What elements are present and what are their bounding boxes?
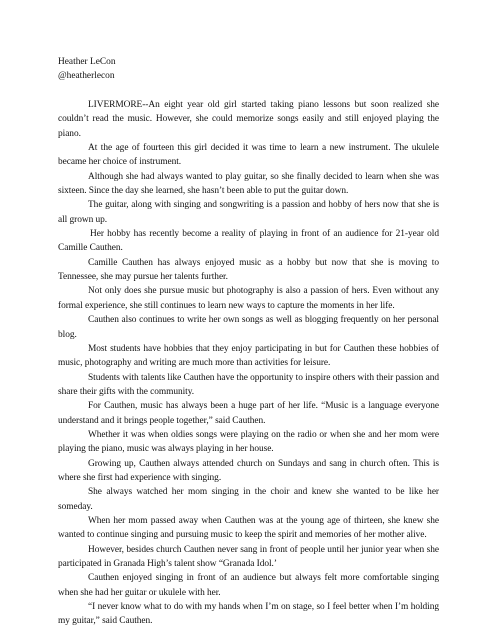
article-body (58, 98, 439, 629)
paragraph: However, besides church Cauthen never sang in front of people until her junior year when she participated in Granada High’s talent show “Granada Idol.’ (58, 544, 439, 569)
paragraph: Growing up, Cauthen always attended church on Sundays and sang in church often. This is where she first had experience with singing. (58, 458, 439, 483)
paragraph: When her mom passed away when Cauthen was at the young age of thirteen, she knew she wanted to continue singing and pursuing music to keep the spirit and memories of her mother alive. (58, 515, 439, 541)
paragraph: Most students have hobbies that they enjoy participating in but for Cauthen these hobbies of music, photography and writing are much more than activities for leisure. (58, 343, 439, 369)
paragraph: Whether it was when oldies songs were playing on the radio or when she and her mom were playing the piano, music was always playing in her house. (58, 429, 439, 455)
paragraph: Cauthen also continues to write her own songs as well as blogging frequently on her personal blog. (58, 315, 439, 340)
paragraph: Her hobby has recently become a reality of playing in front of an audience for 21-year old Camille Cauthen. (58, 229, 439, 254)
byline (58, 55, 439, 83)
paragraph: Camille Cauthen has always enjoyed music as a hobby but now that she is moving to Tennessee, she may pursue her talents further. (58, 257, 439, 283)
paragraph: LIVERMORE--An eight year old girl started taking piano lessons but soon realized she couldn’t read the music. However, she could memorize songs easily and still enjoyed playing the piano. (58, 100, 439, 139)
paragraph: Students with talents like Cauthen have the opportunity to inspire others with their passion and share their gifts with the community. (58, 372, 439, 397)
paragraph: She always watched her mom singing in the choir and knew she wanted to be like her someday. (58, 487, 439, 512)
paragraph: For Cauthen, music has always been a huge part of her life. “Music is a language everyone understand and it brings people together,” said Cauthen. (58, 401, 439, 426)
paragraph: Cauthen enjoyed singing in front of an audience but always felt more comfortable singing when she had her guitar or ukulele with her. (58, 573, 439, 598)
author-handle: @heatherlecon (58, 71, 115, 81)
paragraph: Not only does she pursue music but photography is also a passion of hers. Even without any formal experience, she still continues to learn new ways to capture the moments in her life. (58, 286, 439, 311)
paragraph: The guitar, along with singing and songwriting is a passion and hobby of hers now that she is all grown up. (58, 200, 439, 225)
paragraph: Although she had always wanted to play guitar, so she finally decided to learn when she was sixteen. Since the day she learned, she hasn’t been able to put the guitar down. (58, 171, 439, 197)
paragraph: At the age of fourteen this girl decided it was time to learn a new instrument. The ukulele became her choice of instrument. (58, 143, 439, 168)
author-name: Heather LeCon (58, 57, 116, 67)
paragraph: “I never know what to do with my hands when I’m on stage, so I feel better when I’m holding my guitar,” said Cauthen. (58, 602, 439, 627)
